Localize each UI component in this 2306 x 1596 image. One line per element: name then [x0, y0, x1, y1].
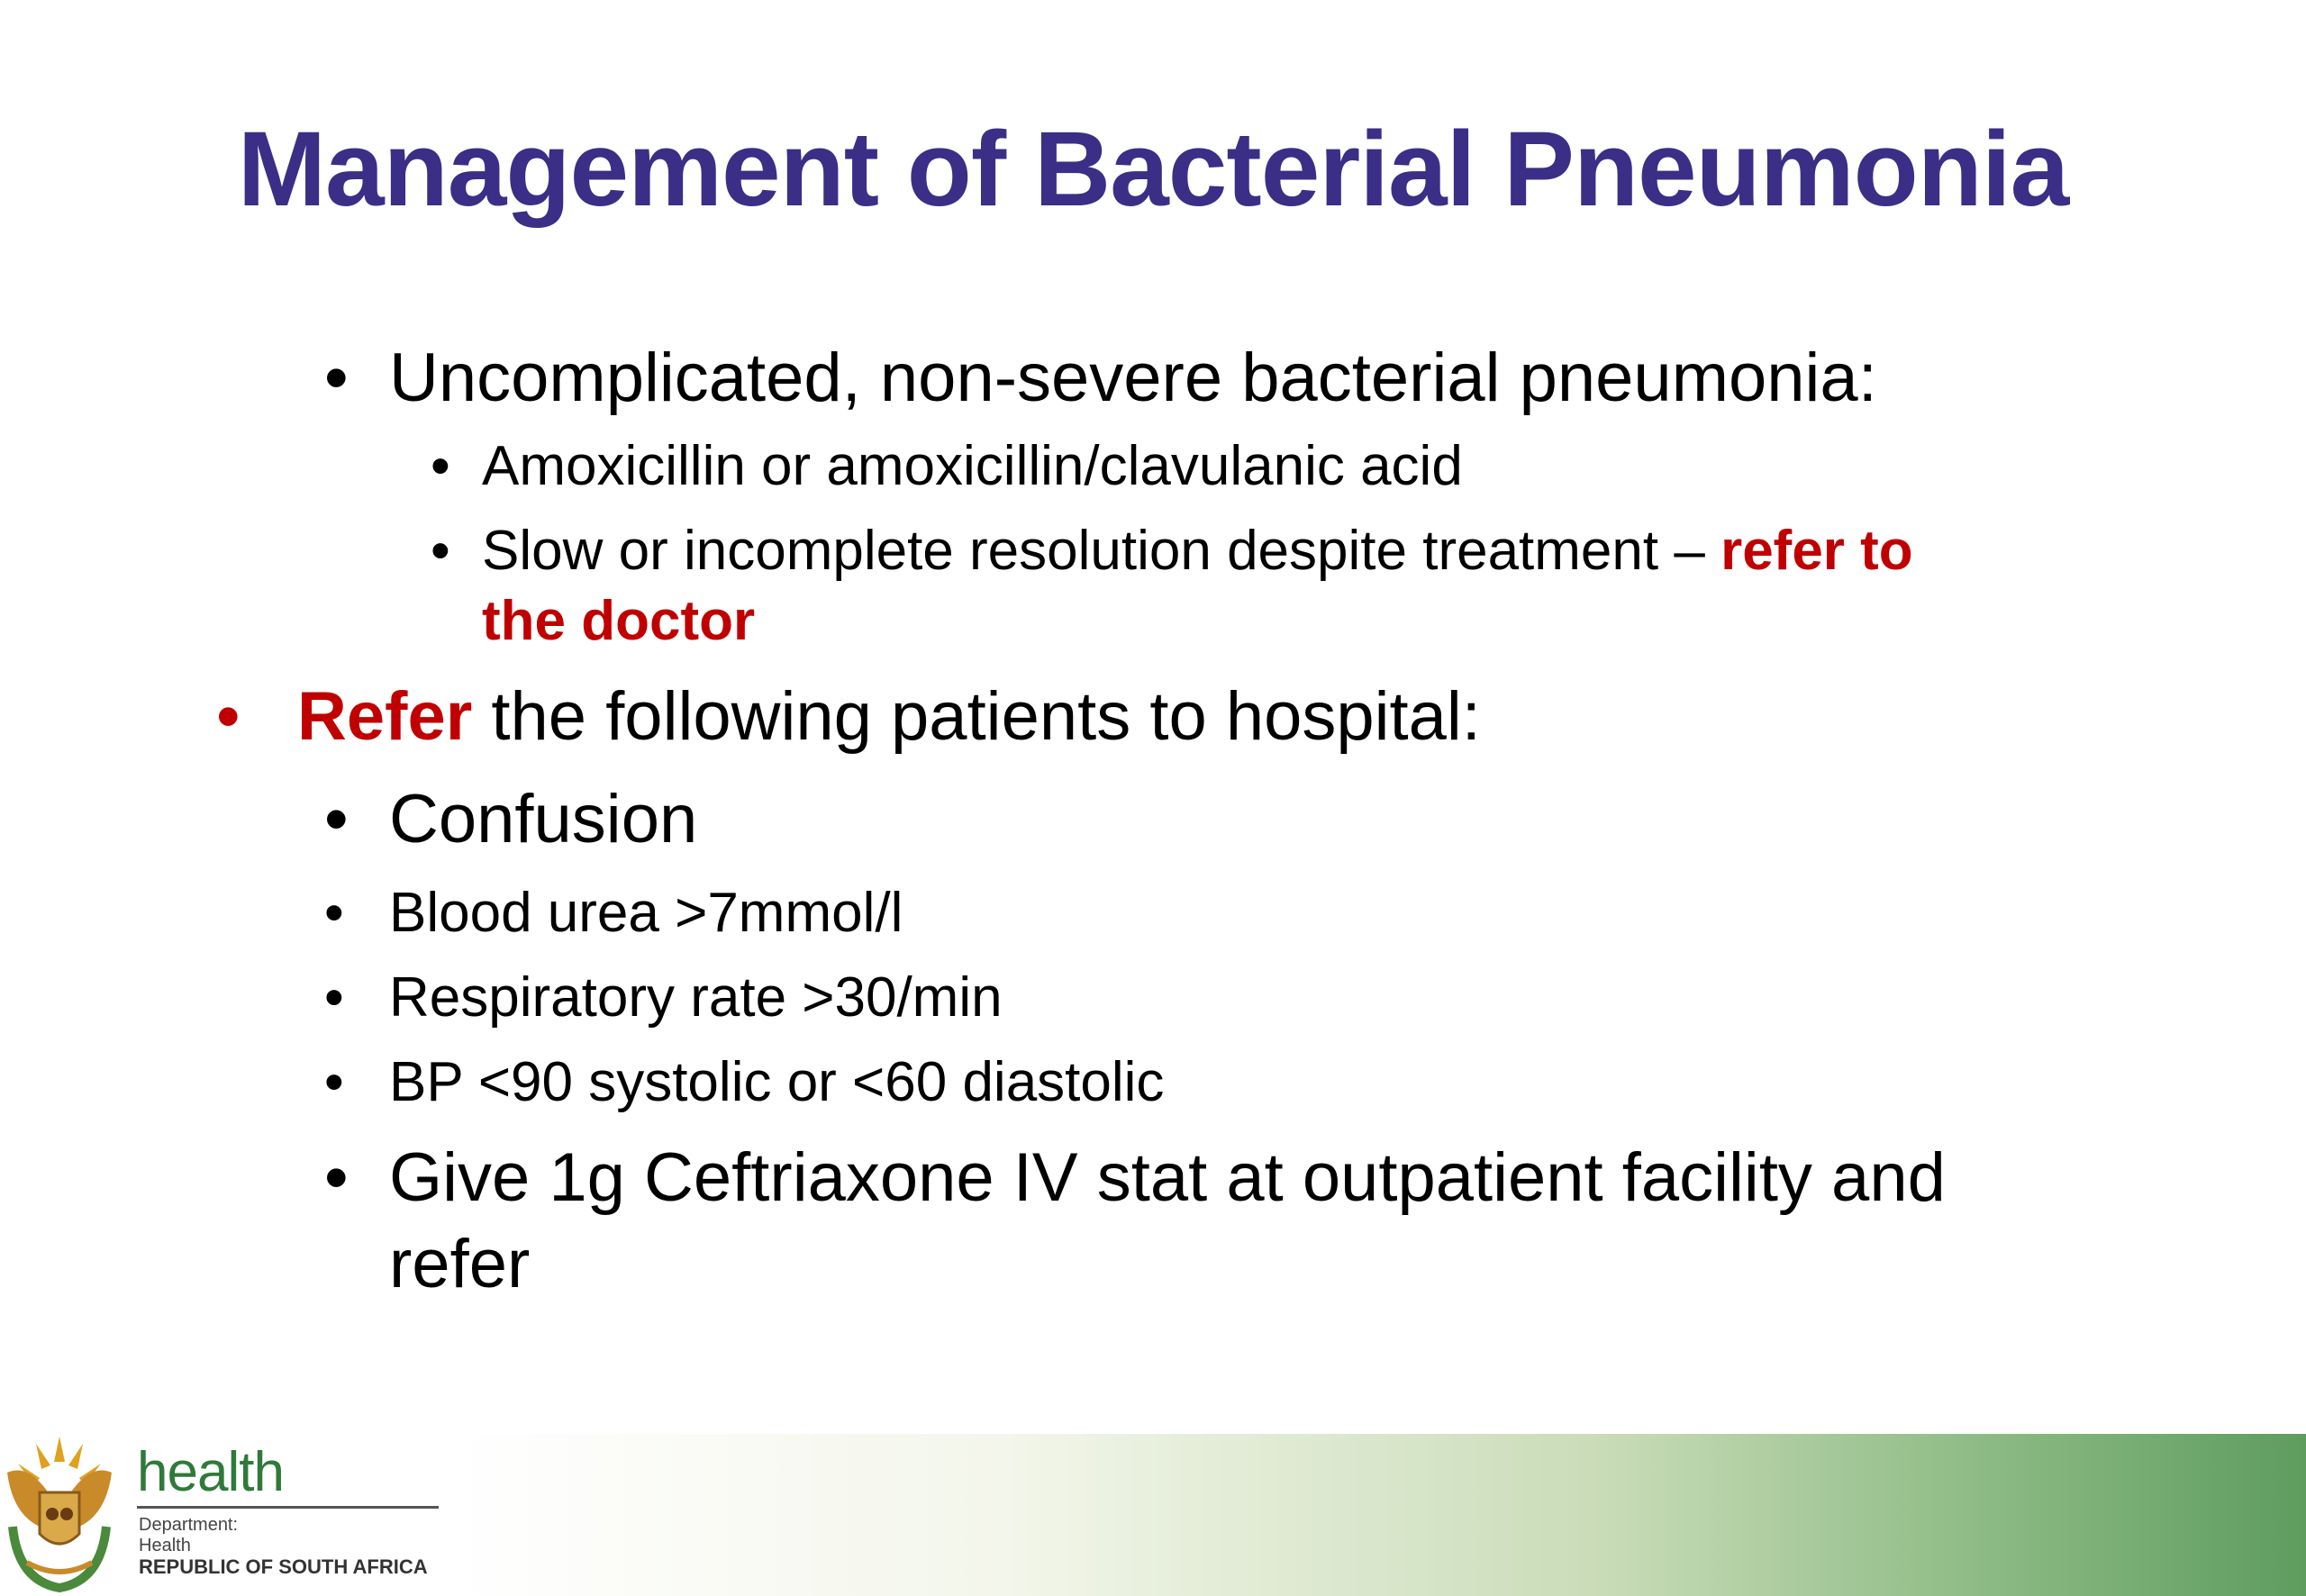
bullet-refer	[297, 674, 1481, 760]
bullet-urea: Blood urea >7mmol/l	[389, 882, 903, 944]
bullet-ceftriaxone: Give 1g Ceftriaxone IV stat at outpatient facility and	[389, 1139, 1946, 1216]
refer-doctor-emphasis: refer to	[1720, 520, 1913, 582]
refer-doctor-emphasis-cont: the doctor	[482, 590, 756, 652]
logo-department-label: Department:	[139, 1515, 239, 1535]
footer-gradient-band	[450, 1434, 2306, 1596]
bullet-dot: •	[431, 520, 450, 582]
logo-word-health: health	[137, 1441, 284, 1503]
bullet-dot: •	[324, 340, 349, 416]
bullet-confusion: Confusion	[389, 781, 698, 857]
bullet-dot: •	[431, 435, 450, 497]
refer-emphasis: Refer	[297, 678, 473, 755]
slide-title: Management of Bacterial Pneumonia	[237, 110, 2069, 229]
bullet-resp-rate: Respiratory rate >30/min	[389, 966, 1003, 1029]
slow-resolution-text: Slow or incomplete resolution despite treatment –	[482, 520, 1721, 582]
bullet-dot-red: •	[216, 678, 241, 755]
bullet-ceftriaxone-cont: refer	[389, 1226, 531, 1302]
bullet-amoxicillin: Amoxicillin or amoxicillin/clavulanic acid	[482, 435, 1463, 497]
bullet-dot: •	[324, 1051, 344, 1113]
bullet-uncomplicated: Uncomplicated, non-severe bacterial pneumonia:	[389, 340, 1877, 416]
refer-text: the following patients to hospital:	[472, 678, 1481, 755]
logo-country-label: REPUBLIC OF SOUTH AFRICA	[139, 1555, 428, 1578]
bullet-dot: •	[324, 882, 344, 944]
logo-divider	[137, 1506, 439, 1509]
bullet-dot: •	[324, 966, 344, 1029]
bullet-dot: •	[324, 1139, 349, 1216]
logo-health-label: Health	[139, 1536, 191, 1555]
bullet-bp: BP <90 systolic or <60 diastolic	[389, 1051, 1165, 1113]
bullet-dot: •	[324, 781, 349, 857]
bullet-slow-resolution	[482, 515, 1913, 587]
